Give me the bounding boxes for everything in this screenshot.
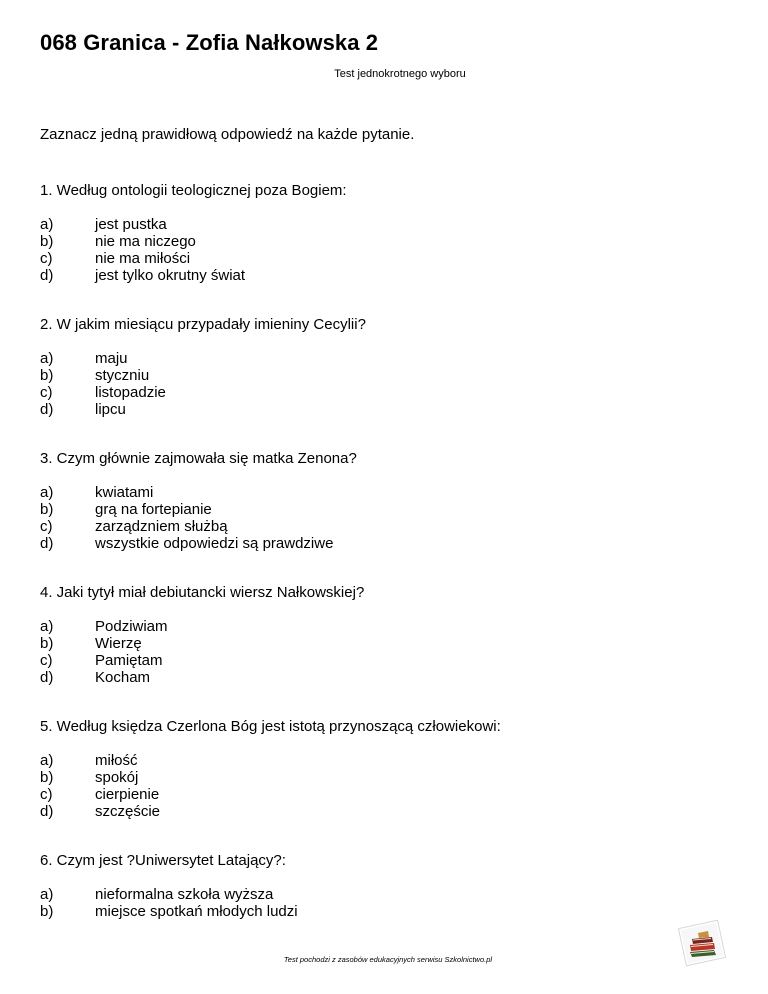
- answer-text: Pamiętam: [95, 652, 163, 669]
- question-text: 2. W jakim miesiącu przypadały imieniny Cecylii?: [40, 316, 366, 333]
- answer-text: Kocham: [95, 669, 151, 686]
- answer-item: [40, 250, 347, 267]
- answer-text: szczęście: [95, 803, 161, 820]
- answer-item: [40, 635, 364, 652]
- answer-text: jest pustka: [95, 216, 167, 233]
- answer-letter: a): [40, 216, 54, 233]
- answer-text: Podziwiam: [95, 618, 168, 635]
- answer-item: [40, 267, 347, 284]
- question-1: [40, 181, 347, 284]
- answer-letter: a): [40, 752, 54, 769]
- answer-text: nieformalna szkoła wyższa: [95, 886, 274, 903]
- books-icon: [676, 918, 728, 968]
- answer-item: [40, 669, 364, 686]
- answer-text: listopadzie: [95, 384, 166, 401]
- answer-text: Wierzę: [95, 635, 142, 652]
- question-4: [40, 583, 364, 686]
- answer-list: [40, 886, 298, 920]
- answer-text: cierpienie: [95, 786, 160, 803]
- answer-item: [40, 535, 357, 552]
- answer-letter: a): [40, 350, 54, 367]
- question-text: 6. Czym jest ?Uniwersytet Latający?:: [40, 852, 286, 869]
- document-subtitle: Test jednokrotnego wyboru: [334, 68, 466, 80]
- answer-letter: a): [40, 484, 54, 501]
- answer-item: [40, 903, 298, 920]
- answer-item: [40, 518, 357, 535]
- answer-letter: b): [40, 635, 54, 652]
- answer-text: jest tylko okrutny świat: [95, 267, 246, 284]
- answer-text: miłość: [95, 752, 138, 769]
- answer-letter: c): [40, 384, 53, 401]
- answer-item: [40, 233, 347, 250]
- answer-item: [40, 752, 501, 769]
- answer-item: [40, 769, 501, 786]
- question-3: [40, 449, 357, 552]
- instruction-text: Zaznacz jedną prawidłową odpowiedź na każde pytanie.: [40, 126, 415, 143]
- answer-text: zarządzniem służbą: [95, 518, 228, 535]
- answer-text: lipcu: [95, 401, 126, 418]
- answer-item: [40, 803, 501, 820]
- question-text: 1. Według ontologii teologicznej poza Bogiem:: [40, 182, 347, 199]
- answer-letter: b): [40, 769, 54, 786]
- answer-letter: c): [40, 250, 53, 267]
- document-title: 068 Granica - Zofia Nałkowska 2: [40, 30, 379, 55]
- answer-text: grą na fortepianie: [95, 501, 212, 518]
- question-5: [40, 717, 501, 820]
- answer-text: wszystkie odpowiedzi są prawdziwe: [95, 535, 334, 552]
- answer-item: [40, 401, 366, 418]
- answer-text: miejsce spotkań młodych ludzi: [95, 903, 298, 920]
- answer-text: kwiatami: [95, 484, 154, 501]
- answer-list: [40, 752, 501, 820]
- answer-letter: d): [40, 669, 54, 686]
- answer-text: spokój: [95, 769, 139, 786]
- answer-item: [40, 484, 357, 501]
- question-text: 4. Jaki tytył miał debiutancki wiersz Nałkowskiej?: [40, 584, 365, 601]
- question-text: 5. Według księdza Czerlona Bóg jest istotą przynoszącą człowiekowi:: [40, 718, 501, 735]
- answer-letter: a): [40, 618, 54, 635]
- answer-letter: c): [40, 652, 53, 669]
- answer-item: [40, 367, 366, 384]
- answer-item: [40, 501, 357, 518]
- answer-item: [40, 786, 501, 803]
- answer-text: nie ma niczego: [95, 233, 196, 250]
- answer-item: [40, 384, 366, 401]
- answer-letter: d): [40, 401, 54, 418]
- answer-item: [40, 618, 364, 635]
- answer-list: [40, 216, 347, 284]
- answer-item: [40, 350, 366, 367]
- answer-letter: d): [40, 803, 54, 820]
- answer-list: [40, 350, 366, 418]
- answer-item: [40, 652, 364, 669]
- answer-letter: d): [40, 535, 54, 552]
- question-2: [40, 315, 366, 418]
- answer-letter: a): [40, 886, 54, 903]
- answer-letter: d): [40, 267, 54, 284]
- answer-letter: b): [40, 367, 54, 384]
- question-text: 3. Czym głównie zajmowała się matka Zenona?: [40, 450, 357, 467]
- answer-letter: b): [40, 233, 54, 250]
- answer-item: [40, 886, 298, 903]
- answer-text: nie ma miłości: [95, 250, 191, 267]
- answer-list: [40, 484, 357, 552]
- answer-letter: c): [40, 518, 53, 535]
- answer-item: [40, 216, 347, 233]
- answer-letter: b): [40, 501, 54, 518]
- answer-letter: c): [40, 786, 53, 803]
- question-6: [40, 851, 298, 920]
- answer-text: maju: [95, 350, 128, 367]
- answer-text: styczniu: [95, 367, 150, 384]
- answer-letter: b): [40, 903, 54, 920]
- footer-source-note: Test pochodzi z zasobów edukacyjnych serwisu Szkolnictwo.pl: [283, 955, 493, 964]
- answer-list: [40, 618, 364, 686]
